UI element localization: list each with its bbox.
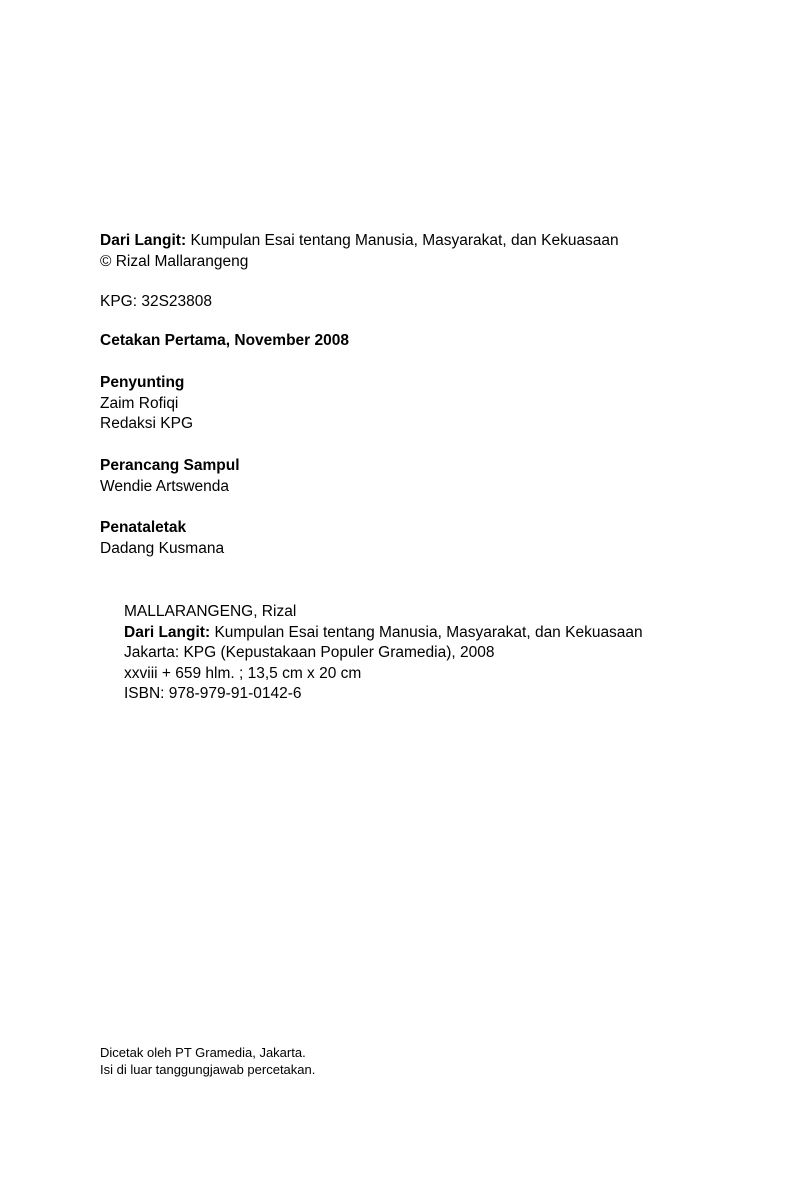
cover-designer-heading: Perancang Sampul	[100, 457, 240, 474]
copyright-notice: © Rizal Mallarangeng	[100, 252, 249, 270]
editor-block	[100, 373, 193, 435]
editor-name: Redaksi KPG	[100, 415, 194, 432]
layout-block	[100, 518, 224, 559]
title-line	[100, 231, 619, 252]
catalog-isbn: ISBN: 978-979-91-0142-6	[124, 685, 302, 702]
book-subtitle: Kumpulan Esai tentang Manusia, Masyarakat, dan Kekuasaan	[190, 232, 619, 249]
catalog-subtitle: Kumpulan Esai tentang Manusia, Masyarakat, dan Kekuasaan	[214, 623, 643, 641]
printer-disclaimer: Isi di luar tanggungjawab percetakan.	[100, 1061, 316, 1077]
title-block	[100, 231, 619, 272]
layout-name: Dadang Kusmana	[100, 539, 225, 557]
editor-name: Zaim Rofiqi	[100, 394, 179, 412]
catalog-block	[124, 602, 643, 705]
catalog-publisher: Jakarta: KPG (Kepustakaan Populer Gramedia), 2008	[124, 644, 495, 661]
cover-designer-name: Wendie Artswenda	[100, 477, 229, 495]
catalog-title: Dari Langit:	[124, 623, 211, 641]
catalog-author: MALLARANGENG, Rizal	[124, 603, 297, 620]
printer-block	[100, 1045, 315, 1078]
layout-heading: Penataletak	[100, 519, 187, 536]
edition-info: Cetakan Pertama, November 2008	[100, 332, 349, 349]
printer-line: Dicetak oleh PT Gramedia, Jakarta.	[100, 1045, 306, 1060]
book-title: Dari Langit:	[100, 232, 187, 249]
catalog-pages: xxviii + 659 hlm. ; 13,5 cm x 20 cm	[124, 664, 362, 682]
kpg-code: KPG: 32S23808	[100, 293, 213, 310]
catalog-title-line	[124, 623, 643, 644]
cover-designer-block	[100, 456, 240, 497]
editor-heading: Penyunting	[100, 374, 185, 391]
